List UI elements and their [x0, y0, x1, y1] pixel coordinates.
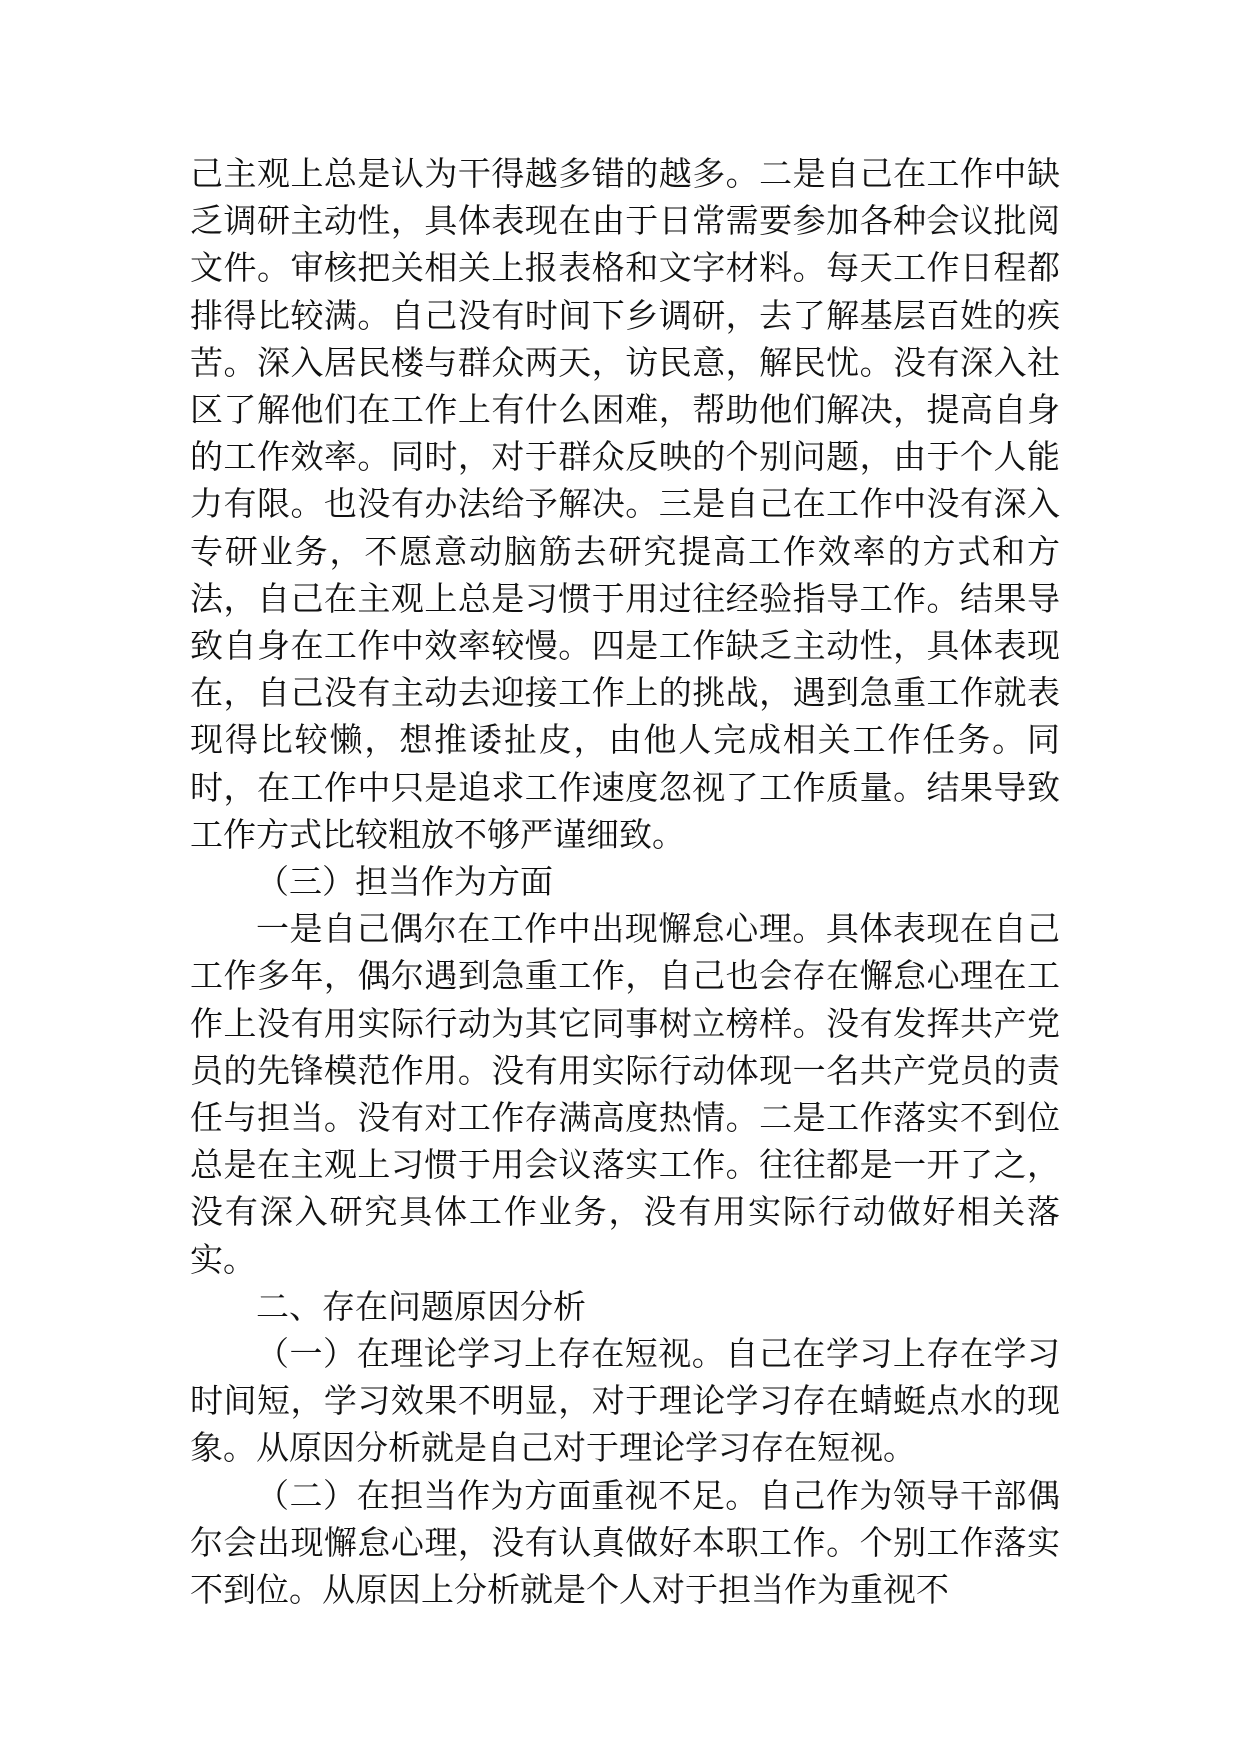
section-heading-cause-analysis: 二、存在问题原因分析 — [256, 1286, 586, 1326]
paragraph-responsibility: 一是自己偶尔在工作中出现懈怠心理。具体表现在自己工作多年，偶尔遇到急重工作，自己也会存在懈怠心理在工作上没有用实际行动为其它同事树立榜样。没有发挥共产党员的先锋模范作用。没有用实际行动体现一名共产党员的责任与担当。没有对工作存满高度热情。二是工作落实不到位总是在主观上习惯于用会议落实工作。往往都是一开了之，没有深入研究具体工作业务，没有用实际行动做好相关落实。 — [190, 909, 1060, 1279]
section-heading-responsibility: （三）担当作为方面 — [256, 862, 553, 902]
paragraph-theory-study: （一）在理论学习上存在短视。自己在学习上存在学习时间短，学习效果不明显，对于理论学习存在蜻蜓点水的现象。从原因分析就是自己对于理论学习存在短视。 — [190, 1334, 1060, 1468]
document-body — [190, 150, 1060, 1613]
paragraph-continuation: 己主观上总是认为干得越多错的越多。二是自己在工作中缺乏调研主动性，具体表现在由于日常需要参加各种会议批阅文件。审核把关相关上报表格和文字材料。每天工作日程都排得比较满。自己没有时间下乡调研，去了解基层百姓的疾苦。深入居民楼与群众两天，访民意，解民忧。没有深入社区了解他们在工作上有什么困难，帮助他们解决，提高自身的工作效率。同时，对于群众反映的个别问题，由于个人能力有限。也没有办法给予解决。三是自己在工作中没有深入专研业务，不愿意动脑筋去研究提高工作效率的方式和方法，自己在主观上总是习惯于用过往经验指导工作。结果导致自身在工作中效率较慢。四是工作缺乏主动性，具体表现在，自己没有主动去迎接工作上的挑战，遇到急重工作就表现得比较懒，想推诿扯皮，由他人完成相关工作任务。同时，在工作中只是追求工作速度忽视了工作质量。结果导致工作方式比较粗放不够严谨细致。 — [190, 154, 1060, 854]
paragraph-responsibility-cause: （二）在担当作为方面重视不足。自己作为领导干部偶尔会出现懈怠心理，没有认真做好本职工作。个别工作落实不到位。从原因上分析就是个人对于担当作为重视不 — [190, 1475, 1060, 1610]
